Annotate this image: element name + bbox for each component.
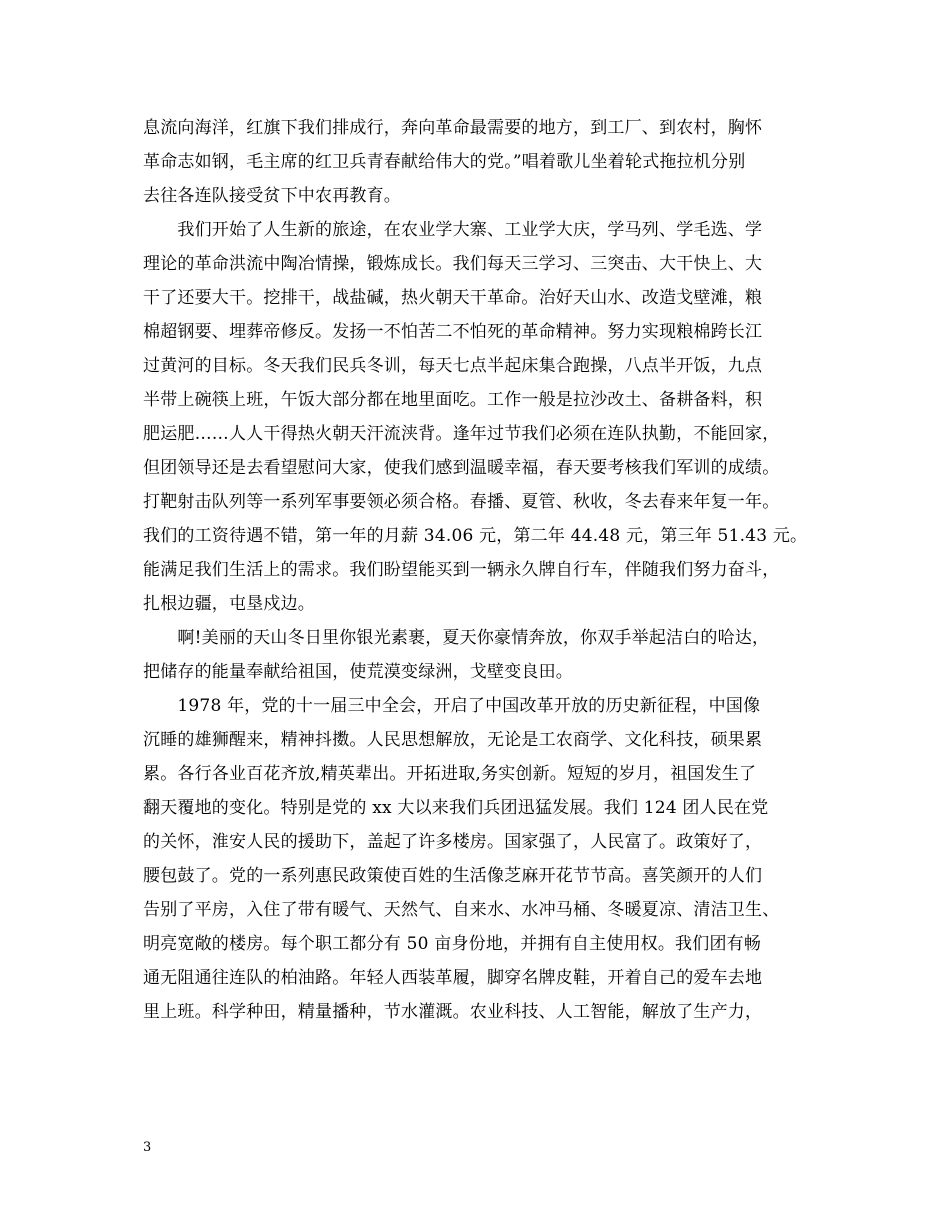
page-number: 3 xyxy=(143,1140,152,1155)
text-line: 沉睡的雄狮醒来，精神抖擞。人民思想解放，无论是工农商学、文化科技，硕果累 xyxy=(143,730,763,750)
text-line: 棉超钢要、埋葬帝修反。发扬一不怕苦二不怕死的革命精神。努力实现粮棉跨长江 xyxy=(143,322,763,342)
text-line: 打靶射击队列等一系列军事要领必须合格。春播、夏管、秋收，冬去春来年复一年。 xyxy=(143,492,780,512)
text-line: 过黄河的目标。冬天我们民兵冬训，每天七点半起床集合跑操，八点半开饭，九点 xyxy=(143,356,763,376)
text-line: 但团领导还是去看望慰问大家，使我们感到温暖幸福，春天要考核我们军训的成绩。 xyxy=(143,458,780,478)
text-line: 去往各连队接受贫下中农再教育。 xyxy=(143,186,401,206)
text-line: 干了还要大干。挖排干，战盐碱，热火朝天干革命。治好天山水、改造戈壁滩，粮 xyxy=(143,288,763,308)
text-line: 通无阻通往连队的柏油路。年轻人西装革履，脚穿名牌皮鞋，开着自己的爱车去地 xyxy=(143,968,763,988)
text-line: 翻天覆地的变化。特别是党的 xx 大以来我们兵团迅猛发展。我们 124 团人民在党 xyxy=(143,798,769,818)
text-line: 息流向海洋，红旗下我们排成行，奔向革命最需要的地方，到工厂、到农村，胸怀 xyxy=(143,118,763,138)
text-line: 告别了平房，入住了带有暖气、天然气、自来水、水冲马桶、冬暖夏凉、清洁卫生、 xyxy=(143,900,780,920)
text-line: 扎根边疆，屯垦戍边。 xyxy=(143,594,315,614)
text-line: 里上班。科学种田，精量播种，节水灌溉。农业科技、人工智能，解放了生产力， xyxy=(143,1002,763,1022)
text-line: 的关怀，淮安人民的援助下，盖起了许多楼房。国家强了，人民富了。政策好了， xyxy=(143,832,763,852)
text-line: 累。各行各业百花齐放,精英辈出。开拓进取,务实创新。短短的岁月，祖国发生了 xyxy=(143,764,757,784)
text-line: 能满足我们生活上的需求。我们盼望能买到一辆永久牌自行车，伴随我们努力奋斗， xyxy=(143,560,780,580)
text-line: 肥运肥……人人干得热火朝天汗流浃背。逢年过节我们必须在连队执勤，不能回家， xyxy=(143,424,780,444)
text-line: 明亮宽敞的楼房。每个职工都分有 50 亩身份地，并拥有自主使用权。我们团有畅 xyxy=(143,934,762,954)
text-line: 革命志如钢，毛主席的红卫兵青春献给伟大的党。”唱着歌儿坐着轮式拖拉机分别 xyxy=(143,152,746,172)
text-line: 腰包鼓了。党的一系列惠民政策使百姓的生活像芝麻开花节节高。喜笑颜开的人们 xyxy=(143,866,763,886)
text-line: 半带上碗筷上班，午饭大部分都在地里面吃。工作一般是拉沙改土、备耕备料，积 xyxy=(143,390,763,410)
text-line: 1978 年，党的十一届三中全会，开启了中国改革开放的历史新征程，中国像 xyxy=(143,696,761,716)
text-line: 我们的工资待遇不错，第一年的月薪 34.06 元，第二年 44.48 元，第三年 51.43 元。 xyxy=(143,526,808,546)
text-line: 我们开始了人生新的旅途，在农业学大寨、工业学大庆，学马列、学毛选、学 xyxy=(143,220,763,240)
text-line: 理论的革命洪流中陶冶情操，锻炼成长。我们每天三学习、三突击、大干快上、大 xyxy=(143,254,763,274)
text-line: 啊!美丽的天山冬日里你银光素裹，夏天你豪情奔放，你双手举起洁白的哈达， xyxy=(143,628,770,648)
text-line: 把储存的能量奉献给祖国，使荒漠变绿洲，戈壁变良田。 xyxy=(143,662,573,682)
